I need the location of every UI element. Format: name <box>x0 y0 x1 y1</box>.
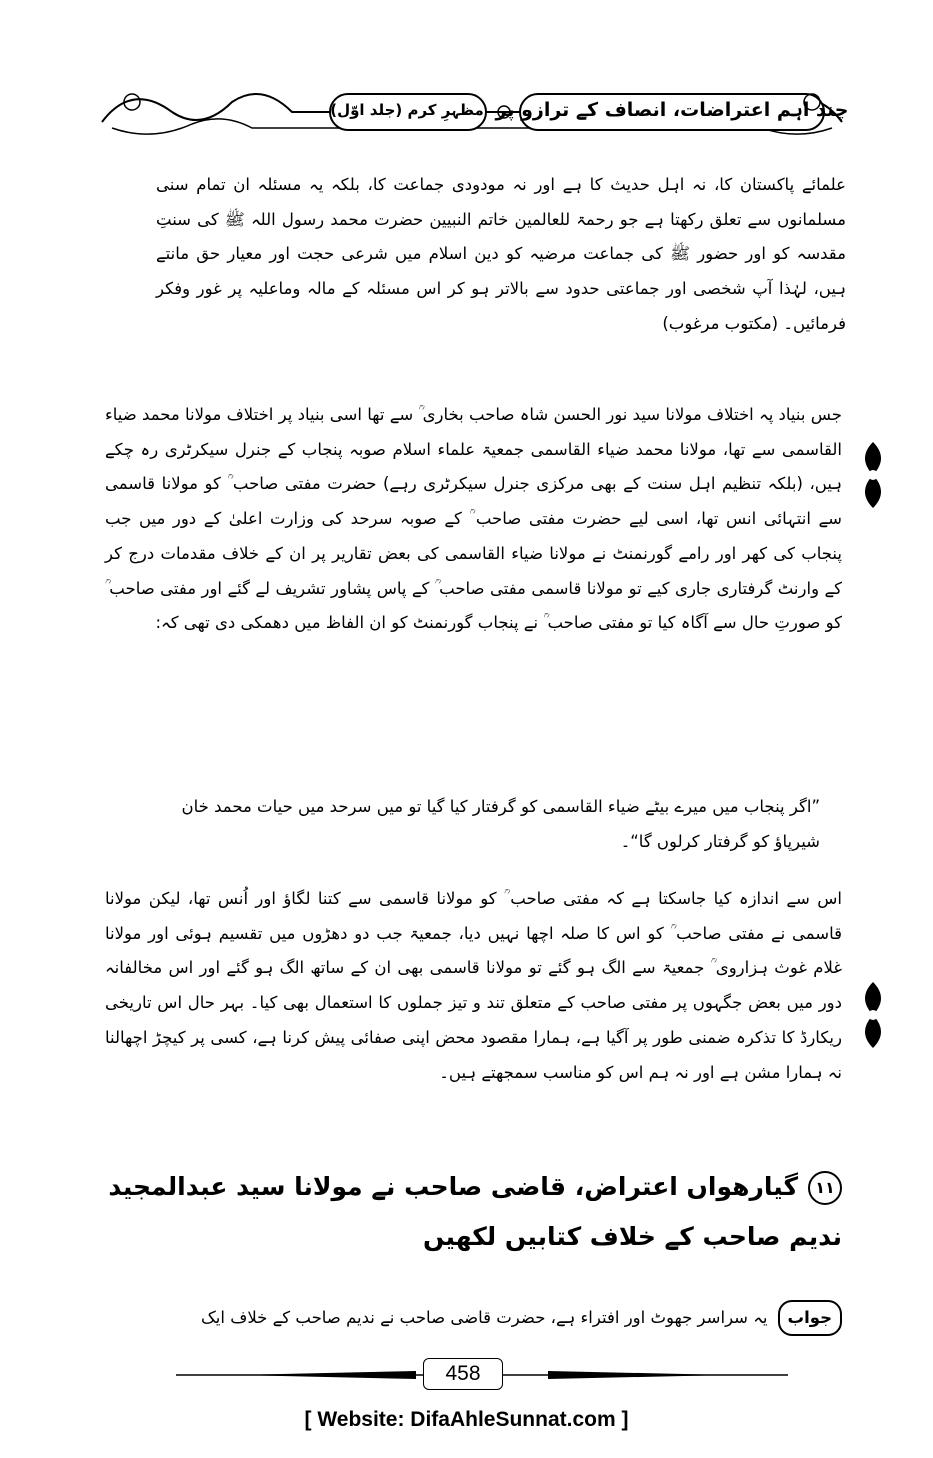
quoted-letter: علمائے پاکستان کا، نہ اہل حدیث کا ہے اور نہ مودودی جماعت کا، بلکہ یہ مسئلہ ان تمام سنی مسلمانوں سے تعلق رکھتا ہے جو رحمۃ للعالمین خاتم النبیین حضرت محمد رسول اللہ ﷺ کی سنتِ مقدسہ کو اور حضور ﷺ کی جماعت مرضیہ کو دین اسلام میں شرعی حجت اور معیار حق مانتے ہیں، لہٰذا آپ شخصی اور جماعتی حدود سے بالاتر ہو کر اس مسئلہ کے مالہ وماعلیہ پر غور وفکر فرمائیں۔ (مکتوب مرغوب) <box>156 175 846 333</box>
side-ornament-bottom <box>853 980 893 1050</box>
objection-number: ۱۱ <box>808 1171 842 1205</box>
objection-title: گیارھواں اعتراض، قاضی صاحب نے مولانا سید عبدالمجید ندیم صاحب کے خلاف کتابیں لکھیں <box>108 1172 842 1251</box>
answer-label: جواب <box>778 1300 842 1336</box>
objection-heading <box>105 1162 842 1262</box>
paragraph-1: جس بنیاد پہ اختلاف مولانا سید نور الحسن شاہ صاحب بخاری ؒ سے تھا اسی بنیاد پر اختلاف مولانا محمد ضیاء القاسمی سے تھا، مولانا محمد ضیاء القاسمی جمعیۃ علماء اسلام صوبہ پنجاب کے جنرل سیکرٹری رہ چکے ہیں، (بلکہ تنظیم اہل سنت کے بھی مرکزی جنرل سیکرٹری رہے) حضرت مفتی صاحب ؒ کو مولانا قاسمی سے انتہائی انس تھا، اسی لیے حضرت مفتی صاحب ؒ کے صوبہ سرحد کی وزارت اعلیٰ کے دور میں جب پنجاب کی کھر اور رامے گورنمنٹ نے مولانا ضیاء القاسمی کی بعض تقاریر پر ان کے خلاف مقدمات درج کر کے وارنٹ گرفتاری جاری کیے تو مولانا قاسمی مفتی صاحب ؒ کے پاس پشاور تشریف لے گئے اور مفتی صاحب ؒ کو صورتِ حال سے آگاہ کیا تو مفتی صاحب ؒ نے پنجاب گورنمنٹ کو ان الفاظ میں دھمکی دی تھی کہ: <box>105 405 842 633</box>
website-footer: [ Website: DifaAhleSunnat.com ] <box>304 1408 629 1431</box>
side-ornament-top <box>853 440 893 510</box>
answer-text: یہ سراسر جھوٹ اور افتراء ہے، حضرت قاضی صاحب نے ندیم صاحب کے خلاف ایک <box>201 1308 768 1327</box>
page-header <box>92 72 852 150</box>
page-number: 458 <box>423 1358 503 1390</box>
running-title: چند اہم اعتراضات، انصاف کے ترازو پر <box>495 99 849 121</box>
answer-line <box>105 1300 842 1336</box>
quoted-statement: ”اگر پنجاب میں میرے بیٹے ضیاء القاسمی کو گرفتار کیا گیا تو میں سرحد میں حیات محمد خان شیرپاؤ کو گرفتار کرلوں گا“۔ <box>181 797 820 851</box>
paragraph-2: اس سے اندازہ کیا جاسکتا ہے کہ مفتی صاحب ؒ کو مولانا قاسمی سے کتنا لگاؤ اور اُنس تھا، لیکن مولانا قاسمی نے مفتی صاحب ؒ کو اس کا صلہ اچھا نہیں دیا، جمعیۃ جب دو دھڑوں میں تقسیم ہوئی اور مولانا غلام غوث ہزاروی ؒ جمعیۃ سے الگ ہو گئے تو مولانا قاسمی بھی ان کے ساتھ الگ ہو گئے اور اس مخالفانہ دور میں بعض جگہوں پر مفتی صاحب کے متعلق تند و تیز جملوں کا استعمال بھی کیا۔ بہر حال اس تاریخی ریکارڈ کا تذکرہ ضمنی طور پر آگیا ہے، ہمارا مقصود محض اپنی صفائی پیش کرنا ہے، کسی پر کیچڑ اچھالنا نہ ہمارا مشن ہے اور نہ ہم اس کو مناسب سمجھتے ہیں۔ <box>105 889 842 1082</box>
book-title: مظہرِ کرم (جلد اوّل) <box>330 101 484 119</box>
